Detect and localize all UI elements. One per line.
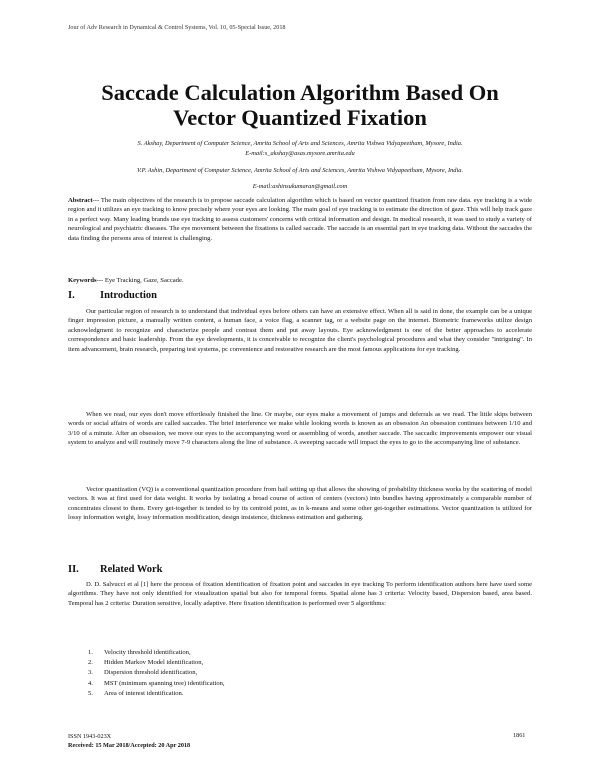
section-heading-introduction	[68, 290, 157, 301]
intro-paragraph-3: Vector quantization (VQ) is a conventional quantization procedure from hail setting up that allows the showing of probability thickness works by the scattering of model vectors. It was at first used for data weight. It works by isolating a broad course of action of centers (vectors) into bundles having approximately a comparable number of concentrates closest to them. Every get-together is tended to by its centroid point, as in k-means and some other get-together estimations. Vector quantization is utilized for lossy information weight, lossy information modification, design insistence, thickness estimation and gathering.	[68, 486, 532, 522]
issn: ISSN 1943-023X	[68, 733, 112, 740]
footer	[68, 732, 190, 750]
author-1-email[interactable]: E-mail:s_akshay@asas.mysore.amrita.edu	[245, 150, 355, 157]
list-item: 1. Velocity threshold identification,	[88, 649, 191, 656]
abstract-text: --- The main objectives of the research is to propose saccade calculation algorithm which is based on vector quantized fixation from raw data. eye tracking is a wide region and it utilizes an eye tracking to know precisely where your eyes are looking. The main goal of eye tracking is to estimate the direction of gaze. This will help track gaze in a perfect way. Many leading brands use eye tracking to assess customers' concerns with critical information and design. In medical research, it was used to study a variety of neurological and psychiatric diseases. The eye movement between the fixations is called saccade. The saccade is an essential part in eye tracking data. Without the saccades the data finding the persons area of interest is challenging.	[68, 197, 532, 242]
intro-paragraph-2: When we read, our eyes don't move effortlessly finished the line. Or maybe, our eyes make a movement of jumps and deferrals as we read. The little skips between words or social affairs of words are called saccades. The brief interference we make while looking words is known as an obsession An obsession continues between 1/10 and 3/10 of a minute. After an obsession, we move our eyes to the accompanying word or assembling of words, another saccade. The saccadic improvements empower our visual system to analyze and will routinely move 7-9 characters along the line of substance. A sweeping saccade will impact the eyes to go to the accompanying line of substance.	[68, 411, 532, 447]
journal-header: Jour of Adv Research in Dynamical & Control Systems, Vol. 10, 05-Special Issue, 2018	[68, 24, 286, 31]
section-heading-related-work	[68, 564, 163, 575]
page-number: 1861	[513, 732, 526, 739]
list-item: 4. MST (minimum spanning tree) identification,	[88, 679, 225, 687]
author-2	[68, 166, 532, 192]
paper-title	[0, 80, 600, 130]
list-item: 2. Hidden Markov Model identification,	[88, 659, 204, 667]
keywords-text: --- Eye Tracking, Gaze, Saccade.	[96, 277, 184, 284]
abstract-label: Abstract	[68, 197, 93, 204]
keywords	[68, 276, 532, 285]
abstract	[68, 196, 532, 243]
section-number: I.	[68, 290, 75, 301]
intro-paragraph-1: Our particular region of research is to understand that individual eyes before others can have an extensive effect. When all is said in done, the example can be a unique finger impression picture, a manually written content, a human face, a voice flag, a scanner tag, or a website page on the internet. Biometric frameworks utilize design acknowledgment to recognize and characterize people and contrast them and put away layouts. Eye acknowledgment is one of the better approaches to accelerate correspondence and basic leadership. From the eye developments, it is conceivable to recognize the client's psychological procedures and what they consider "intriguing". In item advancement, brain research, preparing test systems, pc convenience and restorative research are the most famous applications for eye tracking.	[68, 308, 532, 353]
author-2-email[interactable]: E-mail:ashinsukumaran@gmail.com	[252, 183, 348, 190]
list-item: 3. Dispersion threshold identification,	[88, 669, 198, 677]
author-2-affiliation: V.P. Ashin, Department of Computer Science, Amrita School of Arts and Sciences, Amrita Vishwa Vidyapeetham, Mysore, India.	[136, 167, 464, 174]
list-item: 5. Area of interest identification.	[88, 689, 184, 697]
algorithm-list	[88, 648, 225, 699]
section-number: II.	[68, 564, 79, 575]
section-title: Related Work	[100, 564, 163, 575]
related-work-paragraph: D. D. Salvucci et al [1] here the process of fixation identification of fixation point and saccades in eye tracking To perform identification authors here have used some algorithms. They have not only identified for visualization spatial but also for temporal forms. Spatial alone has 3 criteria: Velocity based, Dispersion based, area based. Temporal has 2 criteria: Duration sensitive, locally adaptive. Here fixation identification is performed over 5 algorithms:	[68, 581, 532, 607]
title-line-1: Saccade Calculation Algorithm Based On	[101, 80, 499, 105]
author-1	[68, 139, 532, 159]
received-date: Received: 15 Mar 2018/Accepted: 20 Apr 2018	[68, 742, 191, 749]
section-title: Introduction	[100, 290, 157, 301]
title-line-2: Vector Quantized Fixation	[173, 105, 427, 130]
keywords-label: Keywords	[68, 277, 97, 284]
author-1-affiliation: S. Akshay, Department of Computer Science, Amrita School of Arts and Sciences, Amrita Vishwa Vidyapeetham, Mysore, India.	[137, 140, 463, 147]
